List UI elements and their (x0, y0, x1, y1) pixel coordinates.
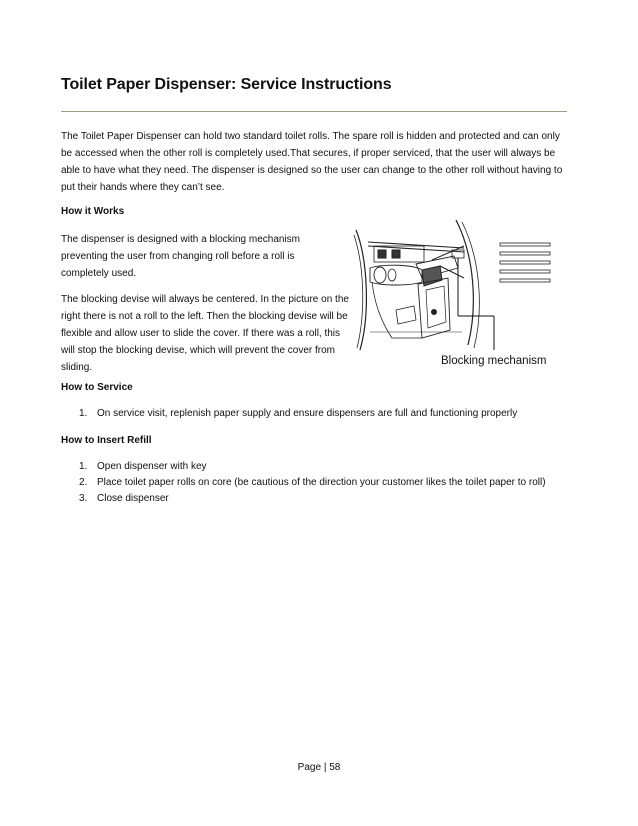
list-item (61, 406, 571, 422)
list-item-text: Open dispenser with key (97, 461, 207, 472)
list-item-number: 2. (79, 477, 88, 488)
how-it-works-paragraph-1: The dispenser is designed with a blocking mechanism preventing the user from changing roll before a roll is completely used. (61, 234, 301, 279)
list-item (61, 475, 571, 491)
how-to-service-heading: How to Service (61, 382, 133, 393)
list-item-text: Place toilet paper rolls on core (be cautious of the direction your customer likes the toilet paper to roll) (97, 477, 546, 488)
list-item (61, 491, 571, 507)
how-it-works-heading: How it Works (61, 206, 125, 217)
page-label: Page (297, 762, 322, 773)
figure-caption: Blocking mechanism (441, 355, 547, 367)
blocking-mechanism-illustration (352, 220, 572, 370)
list-item-text: Close dispenser (97, 493, 169, 504)
list-item-number: 1. (79, 461, 88, 472)
page-number: 58 (329, 762, 341, 773)
page-separator: | (323, 762, 327, 773)
title-divider (61, 111, 567, 112)
how-it-works-paragraph-2: The blocking devise will always be centered. In the picture on the right there is not a roll to the left. Then the blocking devise will be flexible and allow user to slide the cover. If there was a roll, this will stop the blocking devise, which will prevent the cover from sliding. (61, 294, 349, 373)
service-steps-list (61, 406, 571, 422)
how-to-insert-refill-heading: How to Insert Refill (61, 435, 152, 446)
list-item (61, 459, 571, 475)
list-item-number: 1. (79, 408, 88, 419)
page-title: Toilet Paper Dispenser: Service Instructions (61, 76, 392, 93)
list-item-text: On service visit, replenish paper supply and ensure dispensers are full and functioning properly (97, 408, 518, 419)
intro-paragraph: The Toilet Paper Dispenser can hold two standard toilet rolls. The spare roll is hidden and protected and can only be accessed when the other roll is completely used.That secures, if proper serviced, that the user will always be able to have what they need. The dispenser is designed so the user can change to the other roll without having to put their hands where they can’t see. (61, 131, 563, 193)
list-item-number: 3. (79, 493, 88, 504)
page-footer (0, 762, 638, 773)
refill-steps-list (61, 459, 571, 507)
